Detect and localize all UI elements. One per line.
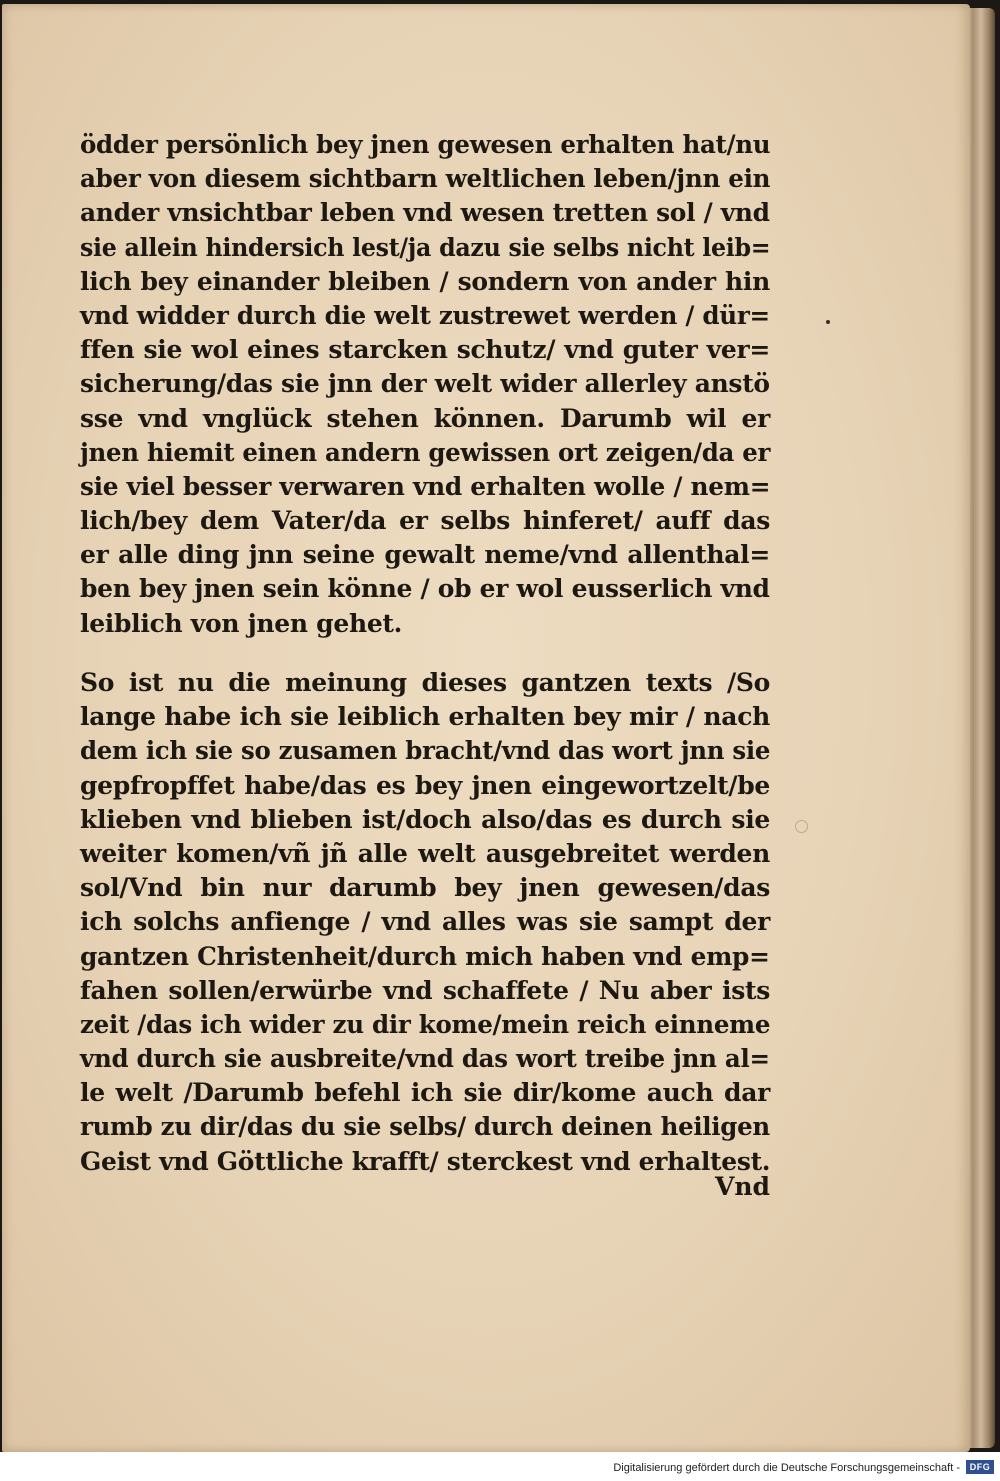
text-line: lich/bey dem Vater/da er selbs hinferet/ auff das bbox=[80, 506, 770, 536]
text-line: So ist nu die meinung dieses gantzen texts /So bbox=[80, 668, 770, 697]
text-line: gantzen Christenheit/durch mich haben vnd emp= bbox=[80, 941, 770, 971]
text-line: ödder persönlich bey jnen gewesen erhalten hat/nu bbox=[80, 130, 771, 159]
text-line: ich solchs anfienge / vnd alles was sie sampt der bbox=[80, 907, 770, 937]
text-line: zeit /das ich wider zu dir kome/mein reich einneme bbox=[80, 1009, 771, 1039]
text-line: sie viel besser verwaren vnd erhalten wolle / nem= bbox=[80, 471, 771, 501]
text-line: er alle ding jnn seine gewalt neme/vnd allenthal= bbox=[80, 540, 770, 570]
text-line: ander vnsichtbar leben vnd wesen tretten sol / vnd bbox=[80, 198, 770, 228]
text-line: lange habe ich sie leiblich erhalten bey mir / nach bbox=[80, 702, 770, 732]
text-line: gepfropffet habe/das es bey jnen eingewortzelt/be bbox=[80, 770, 770, 800]
paper-spot bbox=[795, 820, 808, 833]
text-line: sicherung/das sie jnn der welt wider allerley anstö bbox=[80, 369, 770, 399]
text-line: ben bey jnen sein könne / ob er wol eusserlich vnd bbox=[80, 574, 770, 604]
text-line: jnen hiemit einen andern gewissen ort zeigen/da er bbox=[80, 437, 771, 467]
text-line: Geist vnd Göttliche krafft/ sterckest vnd erhaltest. bbox=[80, 1146, 771, 1176]
text-line: sse vnd vnglück stehen können. Darumb wil er bbox=[80, 403, 770, 433]
text-line: lich bey einander bleiben / sondern von ander hin bbox=[80, 266, 770, 296]
catchword: Vnd bbox=[714, 1172, 770, 1201]
text-line: dem ich sie so zusamen bracht/vnd das wort jnn sie bbox=[80, 736, 771, 766]
paragraph-1 bbox=[80, 128, 770, 641]
dfg-logo: DFG bbox=[966, 1460, 994, 1474]
ink-speck bbox=[826, 320, 830, 324]
digitization-credit: Digitalisierung gefördert durch die Deutsche Forschungsgemeinschaft - bbox=[613, 1462, 960, 1474]
text-line: vnd widder durch die welt zustrewet werden / dür= bbox=[80, 300, 770, 330]
text-line: klieben vnd blieben ist/doch also/das es durch sie bbox=[80, 804, 770, 834]
text-line: leiblich von jnen gehet. bbox=[80, 608, 403, 638]
text-line: vnd durch sie ausbreite/vnd das wort treibe jnn al= bbox=[80, 1044, 770, 1074]
text-line: sol/Vnd bin nur darumb bey jnen gewesen/das bbox=[80, 873, 770, 903]
text-line: fahen sollen/erwürbe vnd schaffete / Nu aber ists bbox=[80, 975, 770, 1005]
text-line: sie allein hindersich lest/ja dazu sie selbs nicht leib= bbox=[80, 232, 771, 262]
text-line: aber von diesem sichtbarn weltlichen leben/jnn ein bbox=[80, 164, 771, 194]
text-line: le welt /Darumb befehl ich sie dir/kome auch dar bbox=[80, 1078, 770, 1108]
text-line: rumb zu dir/das du sie selbs/ durch deinen heiligen bbox=[80, 1112, 770, 1142]
paragraph-2 bbox=[80, 666, 770, 1179]
text-line: ffen sie wol eines starcken schutz/ vnd guter ver= bbox=[80, 335, 770, 365]
text-line: weiter komen/vñ jñ alle welt ausgebreitet werden bbox=[80, 838, 770, 868]
